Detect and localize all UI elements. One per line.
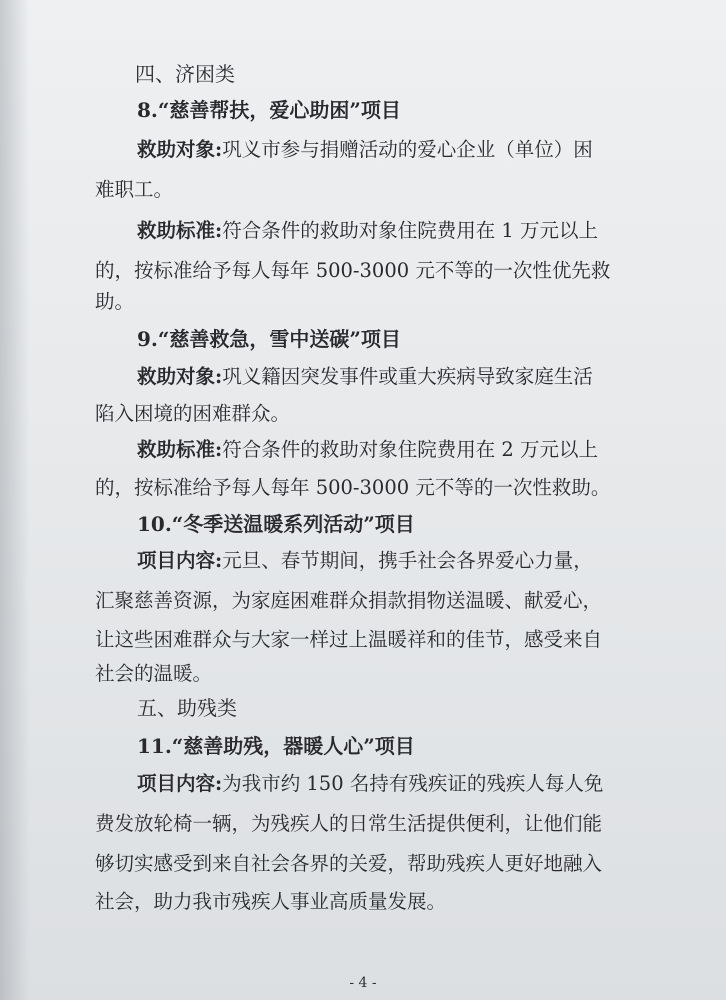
- item10-content-line1: [137, 545, 593, 573]
- item8-standard-line2: 的，按标准给予每人每年 500-3000 元不等的一次性优先救: [95, 259, 611, 282]
- item11-title: 11.“慈善助残，器暖人心”项目: [137, 734, 415, 758]
- section-title-relief: 四、济困类: [135, 62, 235, 86]
- item9-standard-line1: [137, 434, 598, 462]
- item9-target-line2: 陷入困境的困难群众。: [95, 402, 291, 425]
- item11-content-text1: 为我市约 150 名持有残疾证的残疾人每人免: [222, 772, 604, 795]
- item10-content-text1: 元旦、春节期间，携手社会各界爱心力量，: [222, 549, 593, 572]
- item9-title: 9.“慈善救急，雪中送碳”项目: [137, 327, 401, 351]
- item9-target-text1: 巩义籍因突发事件或重大疾病导致家庭生活: [222, 365, 593, 388]
- item11-content-line4: 社会，助力我市残疾人事业高质量发展。: [95, 890, 447, 913]
- item10-content-line3: 让这些困难群众与大家一样过上温暖祥和的佳节，感受来自: [95, 628, 603, 651]
- item11-content-line1: [137, 768, 603, 796]
- item8-standard-label: 救助标准:: [137, 219, 223, 242]
- document-body: [95, 0, 675, 1000]
- item8-target-line1: [137, 134, 675, 162]
- item10-content-label: 项目内容:: [137, 549, 223, 572]
- item9-target-line1: [137, 361, 593, 389]
- item10-title: 10.“冬季送温暖系列活动”项目: [137, 512, 415, 536]
- item11-content-label: 项目内容:: [137, 772, 223, 795]
- item8-title: 8.“慈善帮扶，爱心助困”项目: [137, 98, 401, 122]
- page-shadow: [0, 0, 30, 1000]
- item10-content-line2: 汇聚慈善资源，为家庭困难群众捐款捐物送温暖、献爱心，: [95, 589, 603, 612]
- item8-target-line2: 难职工。: [95, 178, 174, 201]
- item10-content-line4: 社会的温暖。: [95, 662, 213, 685]
- item8-target-text1: 巩义市参与捐赠活动的爱心企业（单位）困: [222, 138, 593, 161]
- item8-standard-line3: 助。: [95, 290, 135, 313]
- item8-standard-text1: 符合条件的救助对象住院费用在 1 万元以上: [222, 219, 599, 242]
- section-title-disability: 五、助残类: [137, 696, 237, 720]
- item9-standard-text1: 符合条件的救助对象住院费用在 2 万元以上: [222, 438, 599, 461]
- item9-standard-label: 救助标准:: [137, 438, 223, 461]
- item8-target-label: 救助对象:: [137, 138, 223, 161]
- item8-standard-line1: [137, 215, 675, 243]
- item11-content-line3: 够切实感受到来自社会各界的关爱，帮助残疾人更好地融入: [95, 852, 603, 875]
- item9-standard-line2: 的，按标准给予每人每年 500-3000 元不等的一次性救助。: [95, 476, 611, 499]
- item9-target-label: 救助对象:: [137, 365, 223, 388]
- item11-content-line2: 费发放轮椅一辆，为残疾人的日常生活提供便利，让他们能: [95, 812, 603, 835]
- page-number: - 4 -: [349, 975, 377, 991]
